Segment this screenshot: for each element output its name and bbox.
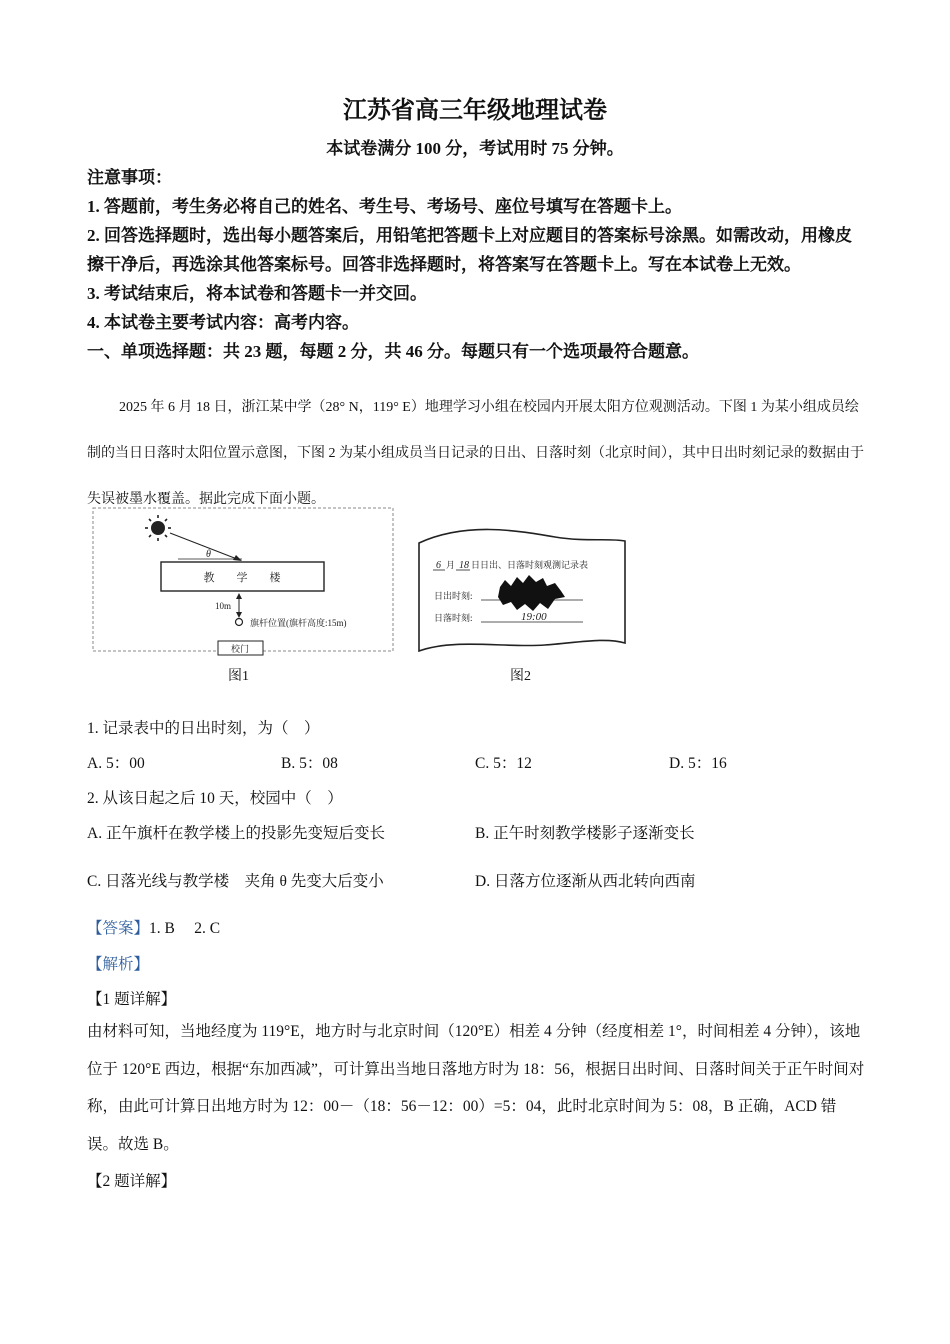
distance-label: 10m	[215, 601, 232, 611]
figure-1	[92, 507, 394, 657]
q1-option-d: D. 5：16	[669, 755, 727, 772]
section-heading: 一、单项选择题：共 23 题，每题 2 分，共 46 分。每题只有一个选项最符合题意。	[87, 342, 699, 361]
notice-item-2: 2. 回答选择题时，选出每小题答案后，用铅笔把答题卡上对应题目的答案标号涂黑。如需改动，用橡皮擦干净后，再选涂其他答案标号。回答非选择题时，将答案写在答题卡上。写在本试卷上无效。	[87, 226, 852, 274]
sun-icon	[145, 515, 171, 541]
angle-label: θ	[206, 549, 211, 560]
page-title: 江苏省高三年级地理试卷	[343, 98, 607, 124]
question-intro: 2025 年 6 月 18 日，浙江某中学（28° N，119° E）地理学习小组在校园内开展太阳方位观测活动。下图 1 为某小组成员绘制的当日日落时太阳位置示意图，下图 2 为某小组成员当日记录的日出、日落时刻（北京时间），其中日出时刻记录的数据由于失误被墨水覆盖。据此完成下面小题。	[87, 400, 864, 507]
day-value: 18	[459, 560, 469, 571]
distance-arrow-top	[236, 593, 242, 599]
notice-heading: 注意事项：	[87, 168, 172, 187]
q2-stem: 2. 从该日起之后 10 天，校园中（ ）	[87, 790, 343, 807]
building-label: 教 学 楼	[203, 572, 281, 584]
detail-1-text: 由材料可知，当地经度为 119°E，地方时与北京时间（120°E）相差 4 分钟（经度相差 1°，时间相差 4 分钟），该地位于 120°E 西边，根据“东加西减”，可计算出当地日落地方时为 18：56，根据日出时间、日落时间关于正午时间对称，由此可计算日出地方时为 12：00－（18：56－12：00）=5：04，此时北京时间为 5：08，B 正确，ACD 错误。故选 B。	[87, 1023, 865, 1153]
gate-label: 校门	[230, 644, 250, 654]
figure-2	[415, 525, 630, 655]
analysis-label: 【解析】	[87, 956, 150, 973]
q1-stem: 1. 记录表中的日出时刻，为（ ）	[87, 720, 320, 737]
q2-option-d: D. 日落方位逐渐从西北转向西南	[475, 873, 696, 890]
month-value: 6	[436, 560, 441, 571]
flagpole-label: 旗杆位置(旗杆高度:15m)	[250, 618, 347, 628]
sunset-value: 19:00	[521, 611, 547, 623]
sunlight-ray	[170, 533, 237, 559]
figure-2-caption: 图2	[510, 669, 531, 684]
answer-line	[87, 916, 867, 938]
month-label: 月	[446, 560, 456, 570]
sunrise-label: 日出时刻:	[434, 591, 473, 601]
notice-item-1: 1. 答题前，考生务必将自己的姓名、考生号、考场号、座位号填写在答题卡上。	[87, 197, 682, 216]
q2-option-a: A. 正午旗杆在教学楼上的投影先变短后变长	[87, 825, 385, 842]
figure-1-caption: 图1	[228, 669, 249, 684]
q1-option-c: C. 5：12	[475, 755, 532, 772]
answer-label: 【答案】	[87, 920, 150, 937]
notice-section	[87, 163, 867, 366]
ray-arrowhead	[233, 555, 242, 561]
q2-option-c: C. 日落光线与教学楼 夹角 θ 先变大后变小	[87, 873, 384, 890]
ink-blot	[498, 575, 565, 611]
detail-1-label: 【1 题详解】	[87, 991, 177, 1008]
sunset-label: 日落时刻:	[434, 613, 473, 623]
exam-info: 本试卷满分 100 分，考试用时 75 分钟。	[326, 139, 624, 158]
q2-option-b: B. 正午时刻教学楼影子逐渐变长	[475, 825, 695, 842]
q1-option-b: B. 5：08	[281, 755, 338, 772]
q1-option-a: A. 5：00	[87, 755, 145, 772]
notice-item-4: 4. 本试卷主要考试内容：高考内容。	[87, 313, 359, 332]
table-title: 日日出、日落时刻观测记录表	[471, 560, 589, 570]
detail-2-label: 【2 题详解】	[87, 1173, 177, 1190]
notice-item-3: 3. 考试结束后，将本试卷和答题卡一并交回。	[87, 284, 427, 303]
distance-arrow-bottom	[236, 612, 242, 618]
flagpole-icon	[236, 619, 243, 626]
answer-text: 1. B 2. C	[149, 920, 221, 937]
